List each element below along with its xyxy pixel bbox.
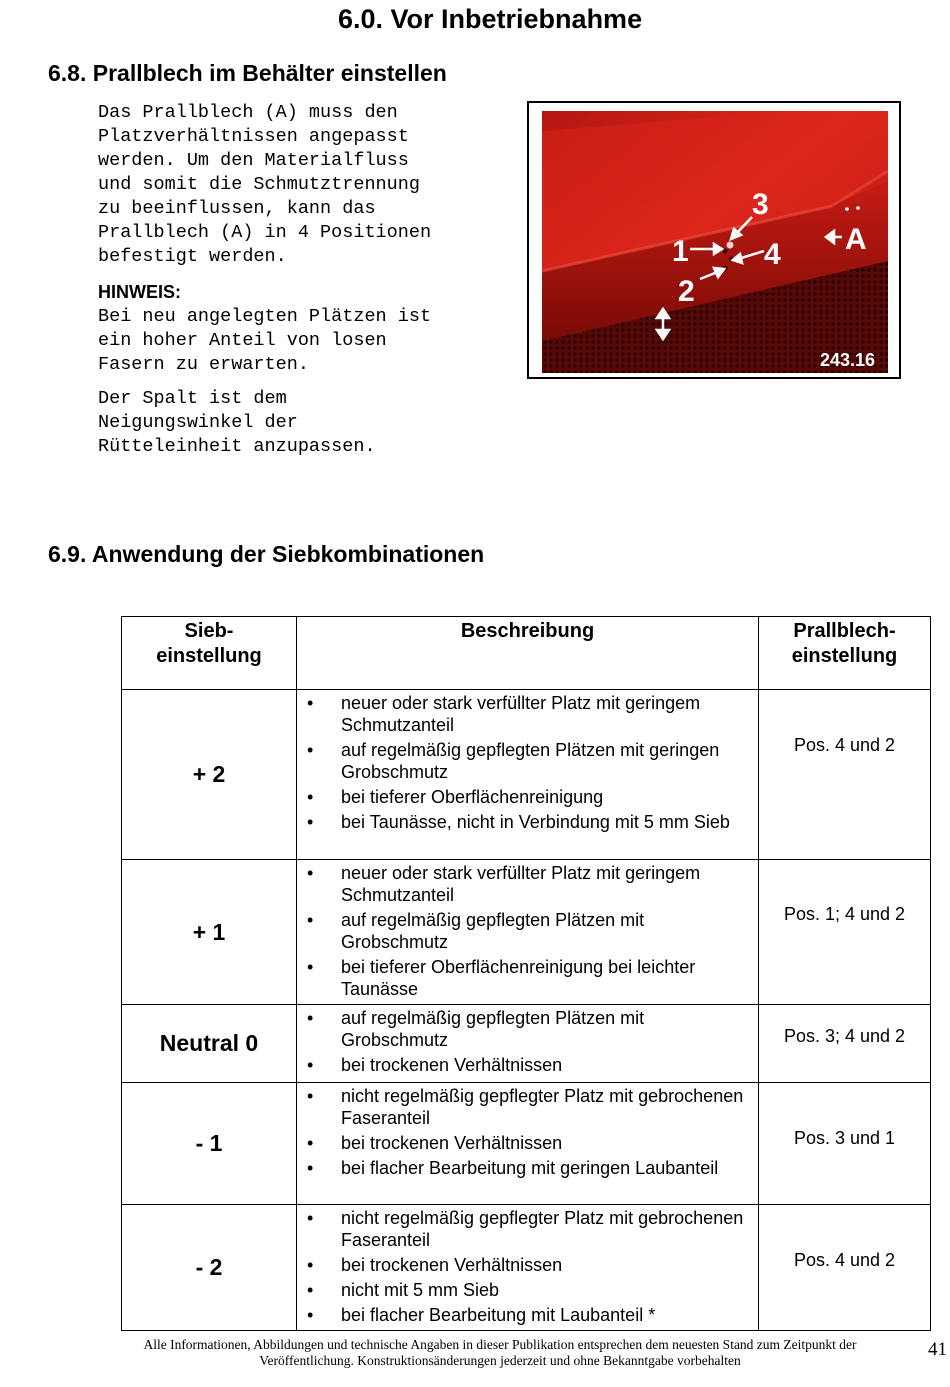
baffle-position-cell: Pos. 1; 4 und 2 (759, 860, 931, 1005)
photo-label-1: 1 (672, 235, 689, 268)
sieve-setting-cell: - 1 (122, 1083, 297, 1205)
header-baffle-setting-line1: Prallblech- (793, 620, 896, 642)
baffle-position-cell: Pos. 3 und 1 (759, 1083, 931, 1205)
baffle-photo-image (542, 111, 888, 373)
sieve-setting-cell: + 2 (122, 690, 297, 860)
section-heading-6-8: 6.8. Prallblech im Behälter einstellen (48, 60, 447, 86)
description-cell (297, 1083, 759, 1205)
header-sieve-setting-line1: Sieb- (184, 620, 234, 642)
description-cell (297, 1205, 759, 1331)
note-label: HINWEIS: (98, 282, 181, 302)
list-item: • auf regelmäßig gepflegten Plätzen mit geringen Grobschmutz (297, 739, 758, 783)
list-item: • bei trockenen Verhältnissen (297, 1254, 758, 1276)
list-item: • auf regelmäßig gepflegten Plätzen mit Grobschmutz (297, 1007, 758, 1051)
chapter-title: 6.0. Vor Inbetriebnahme (338, 4, 643, 34)
list-item: • neuer oder stark verfüllter Platz mit geringem Schmutzanteil (297, 692, 758, 736)
photo-label-3: 3 (752, 188, 769, 221)
header-baffle-setting-line2: einstellung (791, 645, 898, 667)
page-number: 41 (928, 1339, 947, 1360)
list-item: • nicht regelmäßig gepflegter Platz mit gebrochenen Faseranteil (297, 1207, 758, 1251)
section-heading-6-9: 6.9. Anwendung der Siebkombinationen (48, 541, 485, 567)
list-item: • bei flacher Bearbeitung mit geringen Laubanteil (297, 1157, 758, 1179)
list-item: • bei Taunässe, nicht in Verbindung mit 5 mm Sieb (297, 811, 758, 833)
hole-marker-3 (727, 242, 734, 249)
description-cell (297, 860, 759, 1005)
list-item: • bei tieferer Oberflächenreinigung bei leichter Taunässe (297, 956, 758, 1000)
baffle-position-cell: Pos. 4 und 2 (759, 690, 931, 860)
table-row (122, 690, 931, 860)
description-cell (297, 1005, 759, 1083)
list-item: • auf regelmäßig gepflegten Plätzen mit Grobschmutz (297, 909, 758, 953)
header-baffle-setting (759, 617, 931, 690)
list-item: • bei flacher Bearbeitung mit Laubanteil * (297, 1304, 758, 1326)
photo-label-2: 2 (678, 275, 695, 308)
photo-label-a: A (845, 223, 867, 256)
baffle-position-cell: Pos. 4 und 2 (759, 1205, 931, 1331)
list-item: • bei trockenen Verhältnissen (297, 1132, 758, 1154)
header-sieve-setting (122, 617, 297, 690)
footer-disclaimer: Alle Informationen, Abbildungen und technische Angaben in dieser Publikation entsprechen dem neuesten Stand zum Zeitpunkt der Veröffentlichung. Konstruktionsänderungen jederzeit und ohne Bekanntgabe vorbehalten (143, 1337, 857, 1368)
photo-caption: 243.16 (820, 350, 876, 370)
baffle-position-cell: Pos. 3; 4 und 2 (759, 1005, 931, 1083)
sieve-setting-cell: Neutral 0 (122, 1005, 297, 1083)
table-row (122, 1083, 931, 1205)
list-item: • nicht mit 5 mm Sieb (297, 1279, 758, 1301)
baffle-photo (527, 101, 901, 379)
header-description: Beschreibung (297, 617, 759, 690)
paragraph-gap: Der Spalt ist dem Neigungswinkel der Rütteleinheit anzupassen. (98, 388, 376, 457)
table-row (122, 860, 931, 1005)
table-header-row (122, 617, 931, 690)
table-row (122, 1205, 931, 1331)
paragraph-note: Bei neu angelegten Plätzen ist ein hoher Anteil von losen Fasern zu erwarten. (98, 306, 432, 375)
description-cell (297, 690, 759, 860)
paragraph-baffle-adjustment: Das Prallblech (A) muss den Platzverhältnissen angepasst werden. Um den Materialfluss und somit die Schmutztrennung zu beeinflussen, kann das Prallblech (A) in 4 Positionen befestigt werden. (98, 102, 432, 267)
list-item: • nicht regelmäßig gepflegter Platz mit gebrochenen Faseranteil (297, 1085, 758, 1129)
sieve-combination-table (121, 616, 931, 1331)
sieve-setting-cell: + 1 (122, 860, 297, 1005)
sieve-setting-cell: - 2 (122, 1205, 297, 1331)
list-item: • bei trockenen Verhältnissen (297, 1054, 758, 1076)
photo-label-4: 4 (764, 238, 781, 271)
list-item: • neuer oder stark verfüllter Platz mit geringem Schmutzanteil (297, 862, 758, 906)
table-row (122, 1005, 931, 1083)
list-item: • bei tieferer Oberflächenreinigung (297, 786, 758, 808)
header-sieve-setting-line2: einstellung (156, 645, 262, 667)
